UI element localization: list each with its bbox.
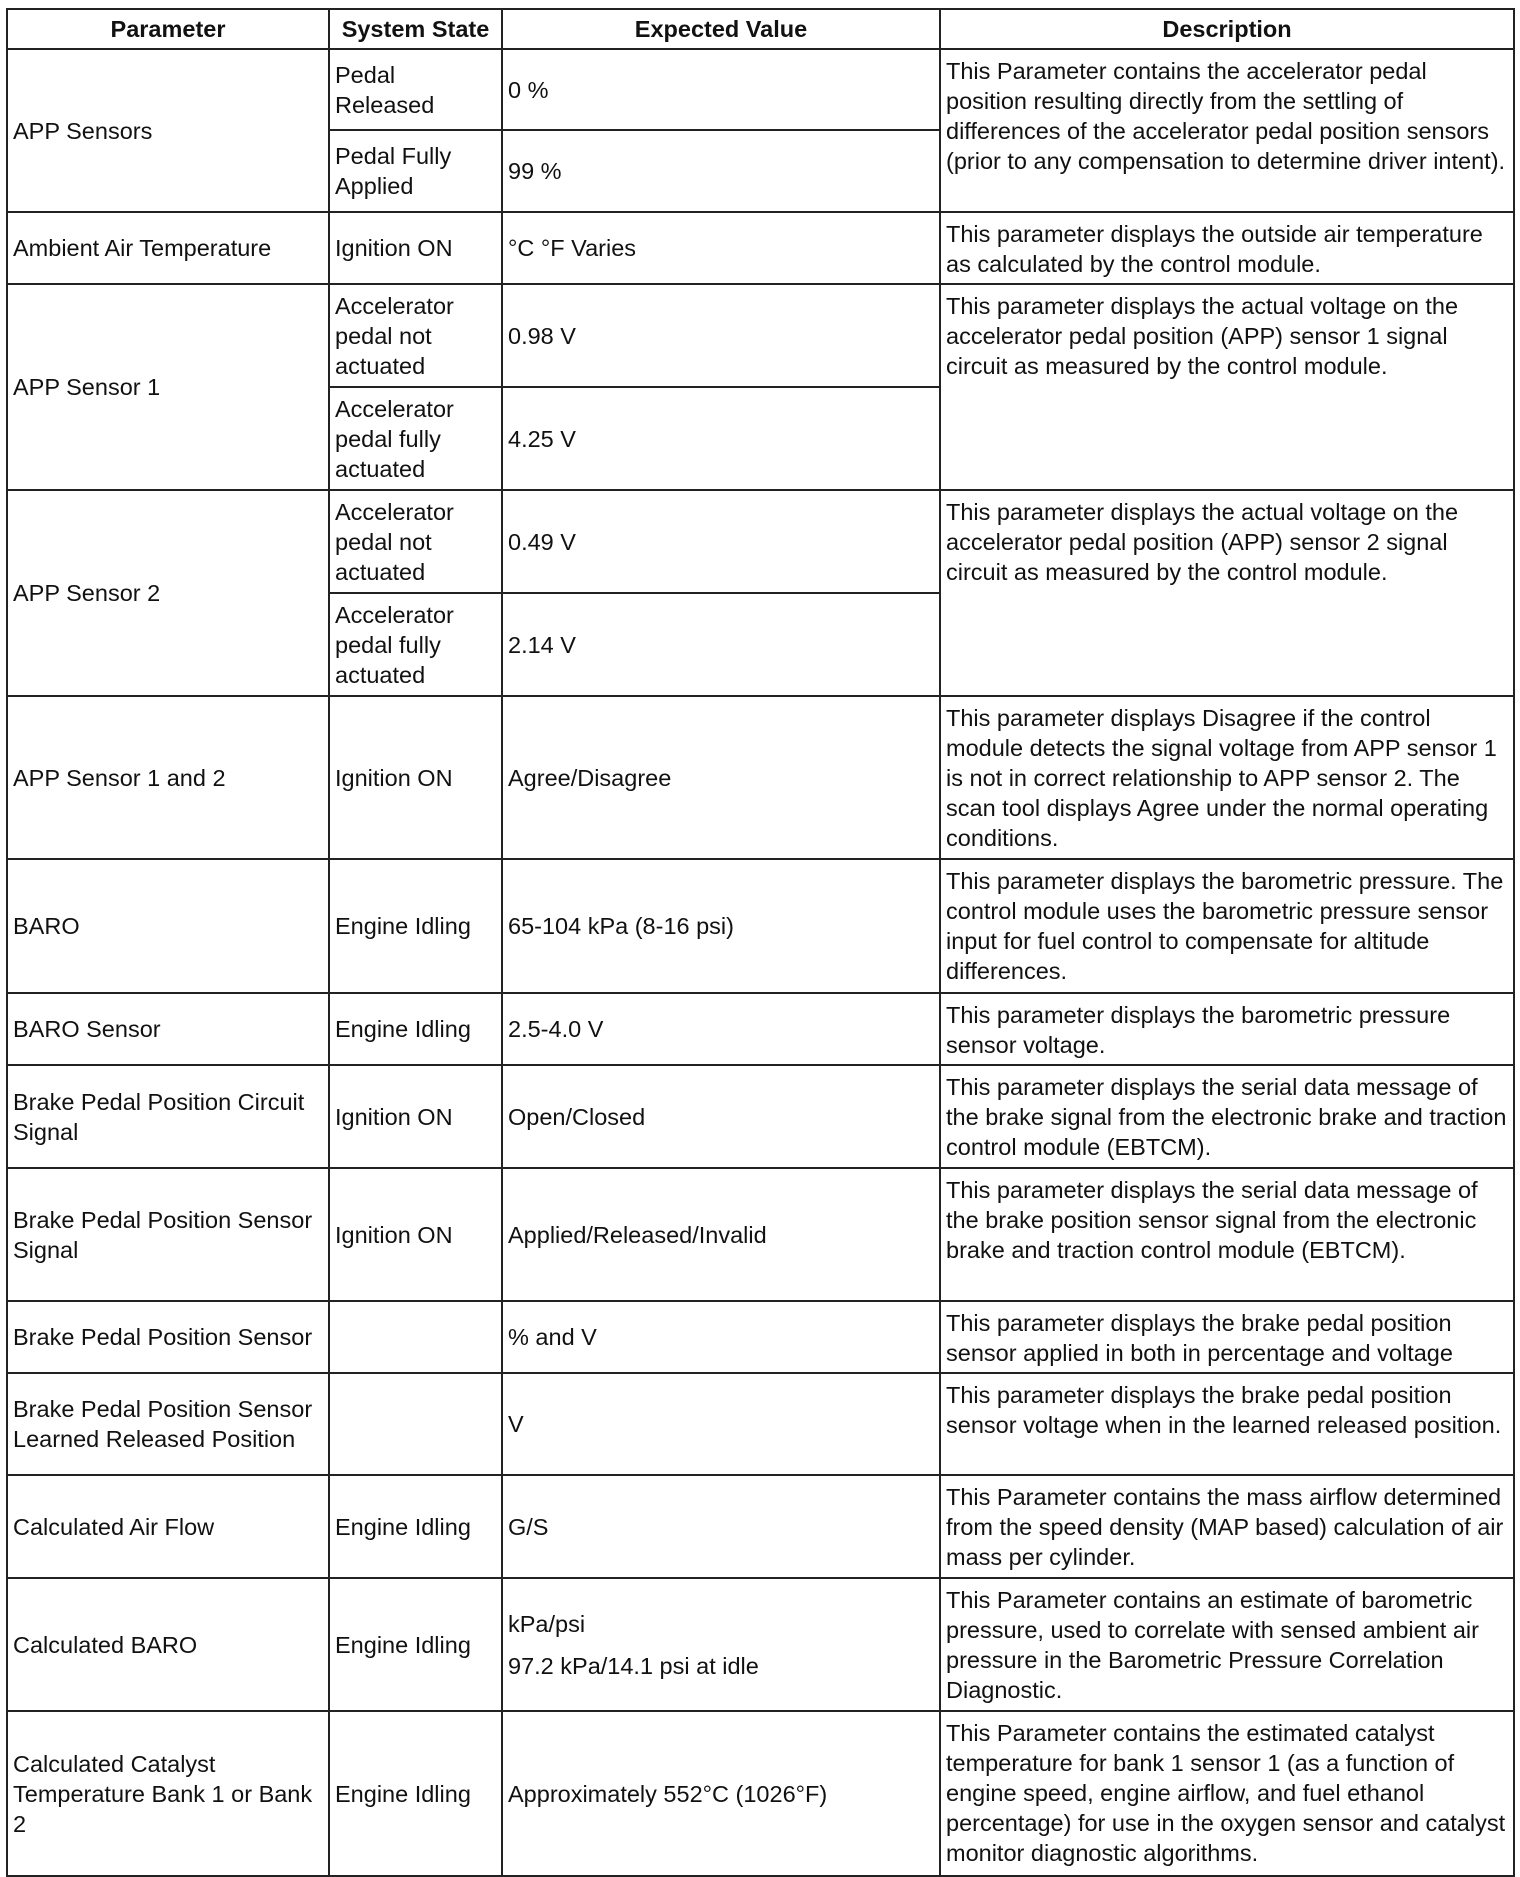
expected-value-cell: °C °F Varies [502, 212, 940, 284]
table-row [7, 1065, 1514, 1168]
expected-value-unit: kPa/psi [508, 1610, 586, 1637]
table-row [7, 284, 1514, 387]
expected-value-cell: Approximately 552°C (1026°F) [502, 1711, 940, 1876]
system-state-cell: Ignition ON [329, 1065, 502, 1168]
table-row [7, 859, 1514, 993]
table-row [7, 49, 1514, 130]
header-parameter: Parameter [7, 9, 329, 49]
system-state-cell [329, 1301, 502, 1373]
system-state-cell: Accelerator pedal not actuated [329, 490, 502, 593]
parameter-cell: Brake Pedal Position Sensor Learned Released Position [7, 1373, 329, 1475]
header-system-state: System State [329, 9, 502, 49]
table-row [7, 1578, 1514, 1711]
description-cell: This Parameter contains the estimated catalyst temperature for bank 1 sensor 1 (as a function of engine speed, engine airflow, and fuel ethanol percentage) for use in the oxygen sensor and catalyst monitor diagnostic algorithms. [940, 1711, 1514, 1876]
description-cell: This parameter displays the barometric pressure sensor voltage. [940, 993, 1514, 1065]
description-cell: This Parameter contains the accelerator pedal position resulting directly from the settling of differences of the accelerator pedal position sensors (prior to any compensation to determine driver intent). [940, 49, 1514, 212]
system-state-cell: Ignition ON [329, 696, 502, 859]
description-cell: This parameter displays the serial data message of the brake signal from the electronic brake and traction control module (EBTCM). [940, 1065, 1514, 1168]
parameter-cell: APP Sensor 2 [7, 490, 329, 696]
header-description: Description [940, 9, 1514, 49]
description-cell: This parameter displays the actual voltage on the accelerator pedal position (APP) sensor 1 signal circuit as measured by the control module. [940, 284, 1514, 490]
system-state-cell: Engine Idling [329, 1578, 502, 1711]
table-row [7, 212, 1514, 284]
expected-value-cell: 2.5-4.0 V [502, 993, 940, 1065]
parameter-cell: APP Sensors [7, 49, 329, 212]
expected-value-cell: % and V [502, 1301, 940, 1373]
expected-value-cell: 99 % [502, 130, 940, 212]
table-row [7, 1168, 1514, 1301]
parameter-cell: BARO [7, 859, 329, 993]
parameter-cell: APP Sensor 1 [7, 284, 329, 490]
parameter-cell: Brake Pedal Position Circuit Signal [7, 1065, 329, 1168]
expected-value-cell: G/S [502, 1475, 940, 1578]
description-cell: This parameter displays Disagree if the control module detects the signal voltage from APP sensor 1 is not in correct relationship to APP sensor 2. The scan tool displays Agree under the normal operating conditions. [940, 696, 1514, 859]
system-state-cell: Accelerator pedal not actuated [329, 284, 502, 387]
header-expected-value: Expected Value [502, 9, 940, 49]
system-state-cell: Ignition ON [329, 212, 502, 284]
table-row [7, 1373, 1514, 1475]
table-row [7, 1301, 1514, 1373]
table-row [7, 490, 1514, 593]
header-row [7, 9, 1514, 49]
expected-value-cell: 0.49 V [502, 490, 940, 593]
table-row [7, 1475, 1514, 1578]
system-state-cell: Accelerator pedal fully actuated [329, 593, 502, 696]
system-state-cell: Engine Idling [329, 859, 502, 993]
system-state-cell: Pedal Released [329, 49, 502, 130]
expected-value-cell: 65-104 kPa (8-16 psi) [502, 859, 940, 993]
parameter-cell: BARO Sensor [7, 993, 329, 1065]
expected-value-cell: Agree/Disagree [502, 696, 940, 859]
description-cell: This parameter displays the barometric pressure. The control module uses the barometric pressure sensor input for fuel control to compensate for altitude differences. [940, 859, 1514, 993]
system-state-cell: Pedal Fully Applied [329, 130, 502, 212]
parameter-cell: Calculated Air Flow [7, 1475, 329, 1578]
parameter-cell: Calculated Catalyst Temperature Bank 1 or Bank 2 [7, 1711, 329, 1876]
description-cell: This Parameter contains an estimate of barometric pressure, used to correlate with sensed ambient air pressure in the Barometric Pressure Correlation Diagnostic. [940, 1578, 1514, 1711]
table-row [7, 993, 1514, 1065]
description-cell: This parameter displays the brake pedal position sensor applied in both in percentage and voltage [940, 1301, 1514, 1373]
system-state-cell: Accelerator pedal fully actuated [329, 387, 502, 490]
expected-value-cell: 4.25 V [502, 387, 940, 490]
expected-value-cell: 2.14 V [502, 593, 940, 696]
parameter-cell: Ambient Air Temperature [7, 212, 329, 284]
description-cell: This Parameter contains the mass airflow determined from the speed density (MAP based) calculation of air mass per cylinder. [940, 1475, 1514, 1578]
system-state-cell [329, 1373, 502, 1475]
parameter-cell: Brake Pedal Position Sensor Signal [7, 1168, 329, 1301]
expected-value-cell: 0 % [502, 49, 940, 130]
description-cell: This parameter displays the outside air temperature as calculated by the control module. [940, 212, 1514, 284]
description-cell: This parameter displays the actual voltage on the accelerator pedal position (APP) sensor 2 signal circuit as measured by the control module. [940, 490, 1514, 696]
system-state-cell: Engine Idling [329, 993, 502, 1065]
expected-value-cell: Applied/Released/Invalid [502, 1168, 940, 1301]
table-row [7, 1711, 1514, 1876]
system-state-cell: Engine Idling [329, 1711, 502, 1876]
expected-value-cell: Open/Closed [502, 1065, 940, 1168]
expected-value-idle: 97.2 kPa/14.1 psi at idle [508, 1652, 759, 1679]
parameter-cell: APP Sensor 1 and 2 [7, 696, 329, 859]
description-cell: This parameter displays the serial data message of the brake position sensor signal from the electronic brake and traction control module (EBTCM). [940, 1168, 1514, 1301]
parameter-cell: Calculated BARO [7, 1578, 329, 1711]
parameter-table [6, 8, 1515, 1877]
system-state-cell: Engine Idling [329, 1475, 502, 1578]
parameter-cell: Brake Pedal Position Sensor [7, 1301, 329, 1373]
expected-value-cell: 0.98 V [502, 284, 940, 387]
system-state-cell: Ignition ON [329, 1168, 502, 1301]
expected-value-cell [502, 1578, 940, 1711]
table-row [7, 696, 1514, 859]
expected-value-cell: V [502, 1373, 940, 1475]
description-cell: This parameter displays the brake pedal position sensor voltage when in the learned released position. [940, 1373, 1514, 1475]
